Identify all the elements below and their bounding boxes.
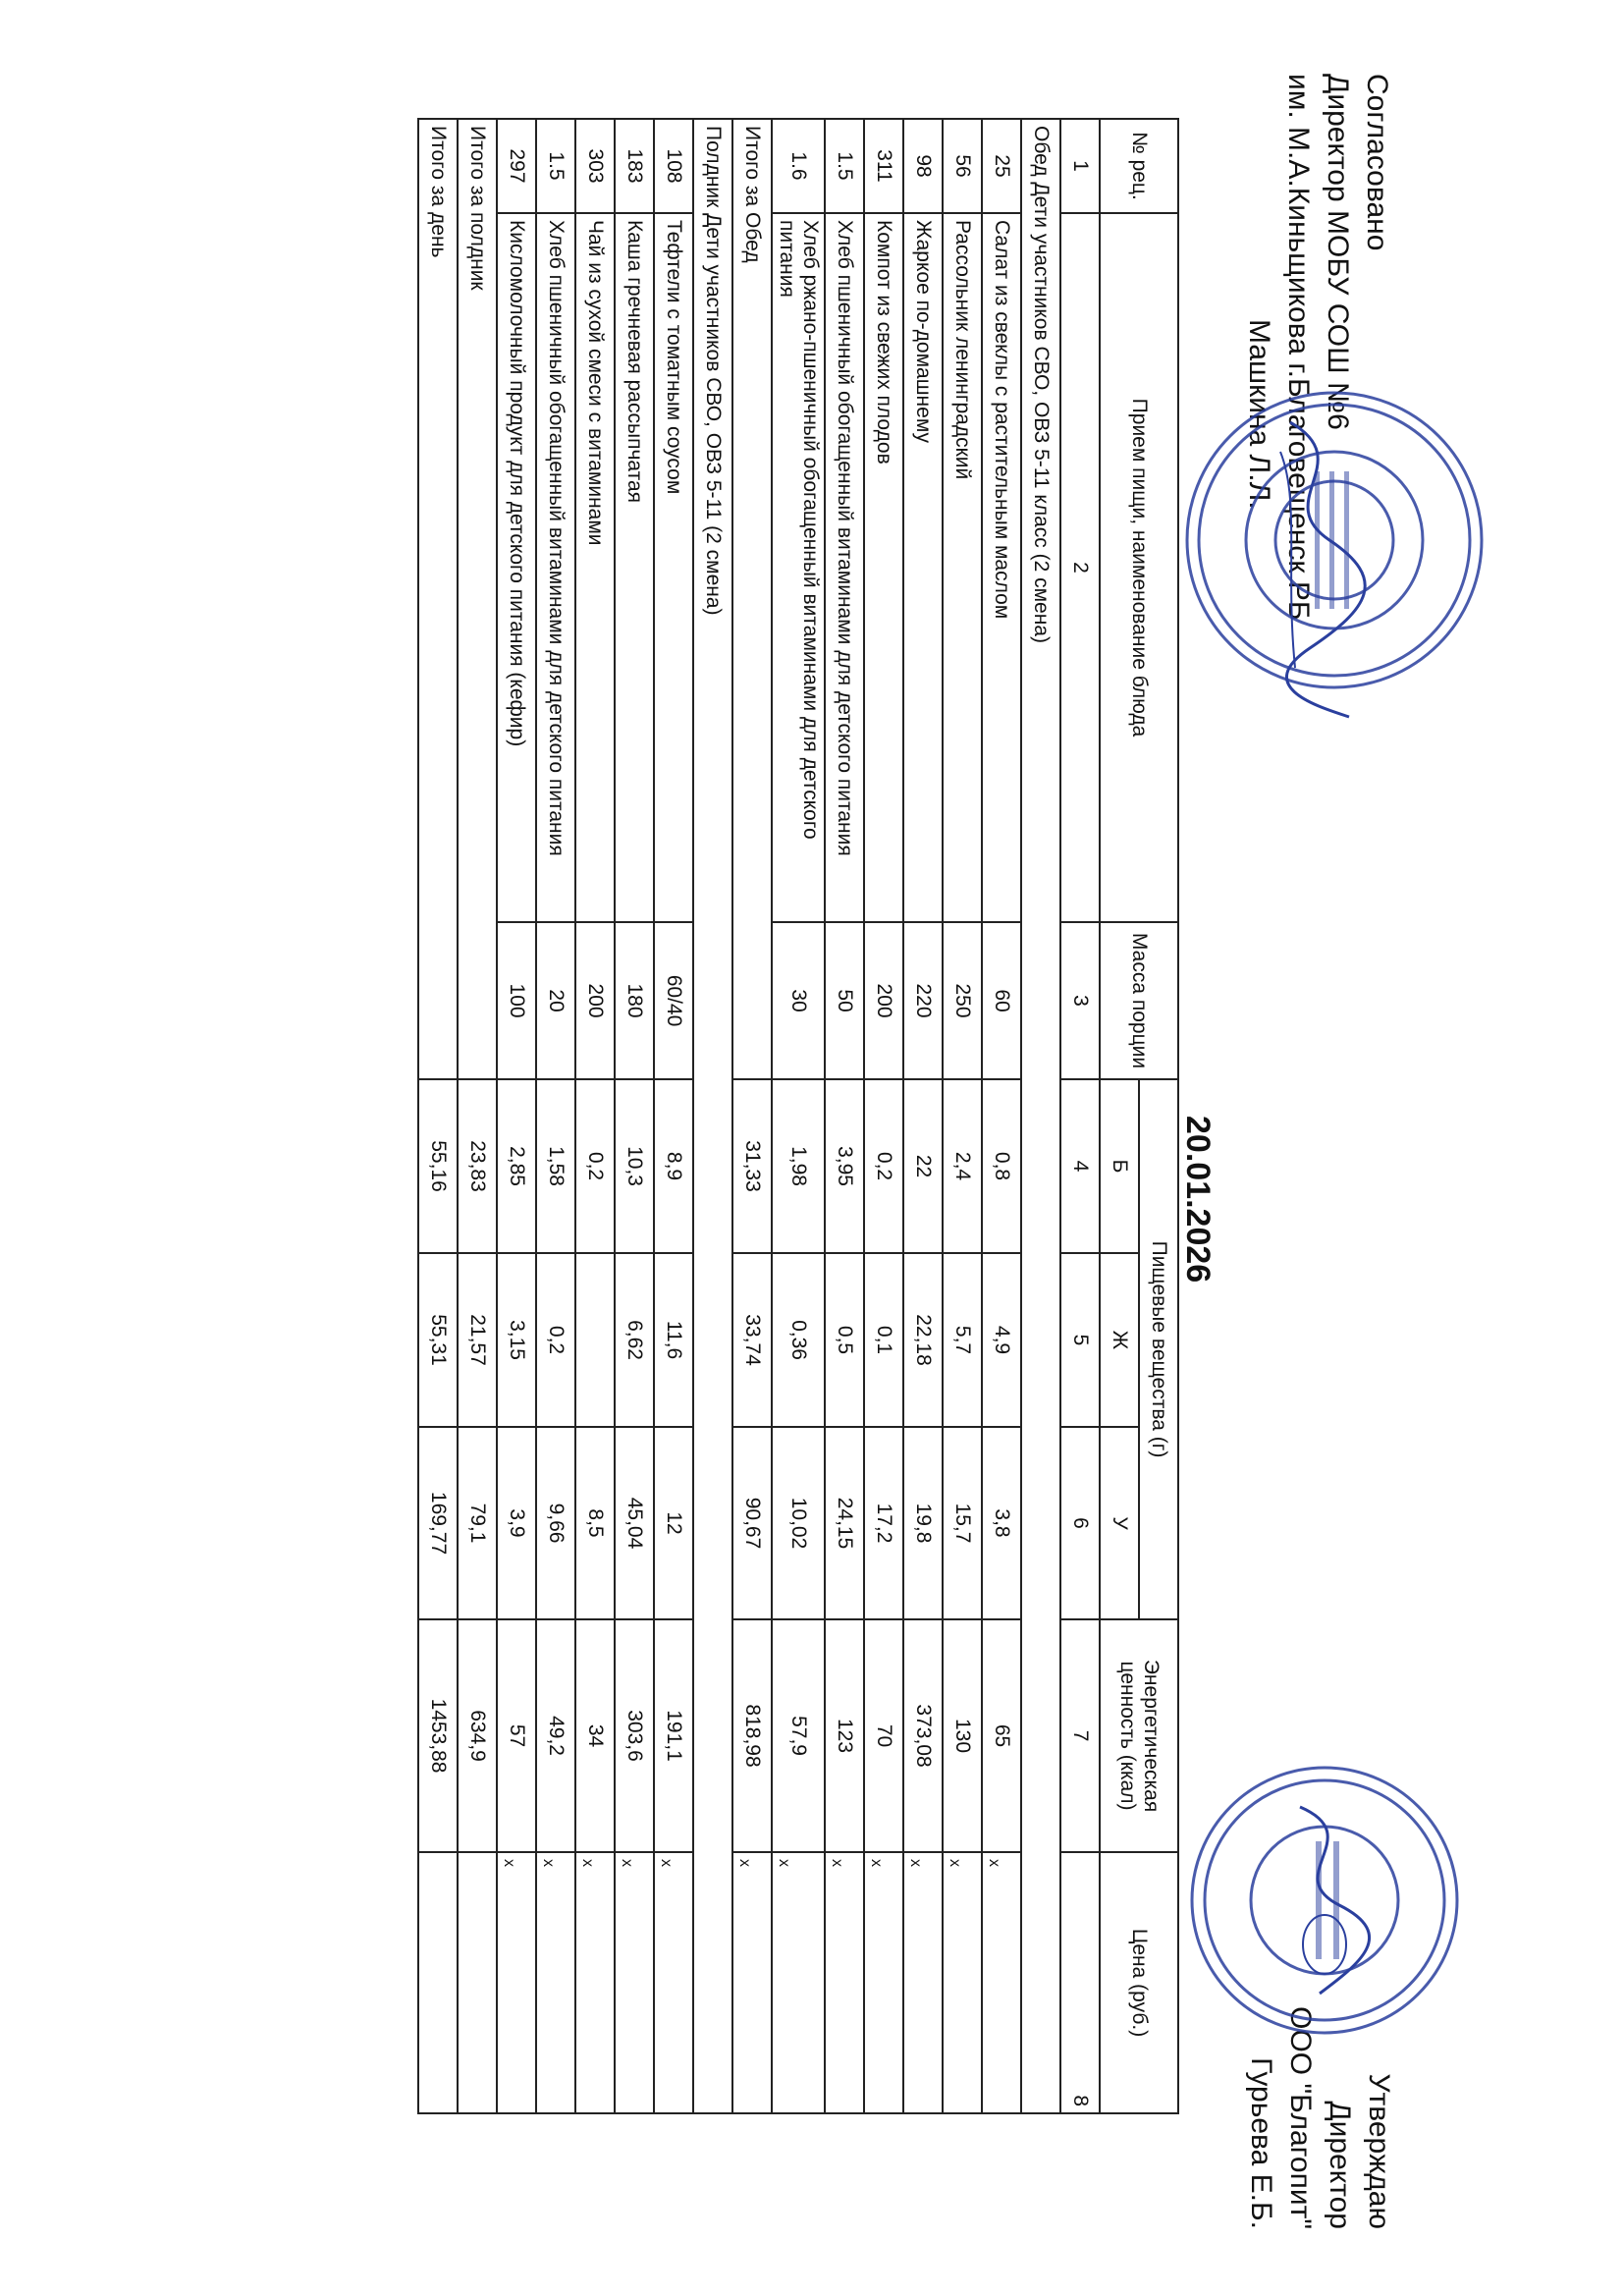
total-zh: 55,31 [418, 1253, 458, 1427]
cell-mass: 50 [825, 922, 864, 1079]
cell-b: 22 [903, 1079, 943, 1253]
cell-dish-name: Рассольник ленинградский [943, 213, 982, 922]
total-price: x [732, 1852, 772, 2113]
cell-u: 19,8 [903, 1427, 943, 1619]
col-header-b: Б [1100, 1079, 1139, 1253]
section-title-snack: Полдник Дети участников СВО, ОВЗ 5-11 (2 смена) [693, 119, 732, 2113]
section-row-snack [693, 119, 732, 2113]
cell-u: 15,7 [943, 1427, 982, 1619]
cell-energy: 34 [575, 1619, 615, 1852]
cell-mass: 200 [864, 922, 903, 1079]
cell-u: 12 [654, 1427, 693, 1619]
cell-dish-name: Салат из свеклы с растительным маслом [982, 213, 1021, 922]
cell-zh: 0,2 [536, 1253, 575, 1427]
cell-mass: 180 [615, 922, 654, 1079]
cell-energy: 303,6 [615, 1619, 654, 1852]
total-energy: 634,9 [458, 1619, 497, 1852]
cell-price: x [575, 1852, 615, 2113]
total-b: 23,83 [458, 1079, 497, 1253]
cell-zh: 0,36 [772, 1253, 825, 1427]
cell-recipe-num: 1.6 [772, 119, 825, 213]
index-cell: 8 [1060, 1852, 1100, 2113]
total-row-day [418, 119, 458, 2113]
cell-recipe-num: 311 [864, 119, 903, 213]
index-cell: 1 [1060, 119, 1100, 213]
cell-dish-name: Хлеб пшеничный обогащенный витаминами для детского питания [536, 213, 575, 922]
cell-recipe-num: 56 [943, 119, 982, 213]
table-row [982, 119, 1021, 2113]
table-row [864, 119, 903, 2113]
table-row [615, 119, 654, 2113]
cell-b: 0,2 [575, 1079, 615, 1253]
cell-mass: 60 [982, 922, 1021, 1079]
total-u: 90,67 [732, 1427, 772, 1619]
cell-price: x [615, 1852, 654, 2113]
cell-b: 0,2 [864, 1079, 903, 1253]
index-cell: 3 [1060, 922, 1100, 1079]
cell-u: 24,15 [825, 1427, 864, 1619]
col-header-price: Цена (руб.) [1100, 1852, 1178, 2113]
cell-mass: 30 [772, 922, 825, 1079]
cell-mass: 220 [903, 922, 943, 1079]
cell-dish-name: Каша гречневая рассыпчатая [615, 213, 654, 922]
cell-recipe-num: 303 [575, 119, 615, 213]
cell-dish-name: Чай из сухой смеси с витаминами [575, 213, 615, 922]
col-header-zh: Ж [1100, 1253, 1139, 1427]
cell-recipe-num: 183 [615, 119, 654, 213]
index-cell: 4 [1060, 1079, 1100, 1253]
signature-left [1261, 412, 1379, 727]
cell-recipe-num: 25 [982, 119, 1021, 213]
cell-price: x [536, 1852, 575, 2113]
total-b: 55,16 [418, 1079, 458, 1253]
total-zh: 21,57 [458, 1253, 497, 1427]
cell-energy: 65 [982, 1619, 1021, 1852]
total-b: 31,33 [732, 1079, 772, 1253]
total-price [458, 1852, 497, 2113]
lunch-rows [772, 119, 1021, 2113]
total-row-lunch [732, 119, 772, 2113]
cell-mass: 60/40 [654, 922, 693, 1079]
cell-recipe-num: 108 [654, 119, 693, 213]
cell-zh: 3,15 [497, 1253, 536, 1427]
cell-b: 3,95 [825, 1079, 864, 1253]
total-row-snack [458, 119, 497, 2113]
cell-price: x [772, 1852, 825, 2113]
cell-b: 8,9 [654, 1079, 693, 1253]
approval-left-position: Директор МОБУ СОШ №6 [1322, 74, 1354, 430]
cell-energy: 70 [864, 1619, 903, 1852]
cell-mass: 100 [497, 922, 536, 1079]
approval-right-org: ООО "Благопит" [1284, 2006, 1317, 2229]
cell-dish-name: Тефтели с томатным соусом [654, 213, 693, 922]
cell-zh: 5,7 [943, 1253, 982, 1427]
table-index-row [1060, 119, 1100, 2113]
total-energy: 1453,88 [418, 1619, 458, 1852]
cell-b: 1,98 [772, 1079, 825, 1253]
cell-price: x [825, 1852, 864, 2113]
approval-right-position: Директор [1324, 2101, 1356, 2229]
col-header-energy: Энергетическая ценность (ккал) [1100, 1619, 1178, 1852]
cell-dish-name: Кисломолочный продукт для детского питания (кефир) [497, 213, 536, 922]
total-u: 169,77 [418, 1427, 458, 1619]
section-row-lunch [1021, 119, 1060, 2113]
index-cell: 2 [1060, 213, 1100, 922]
index-cell: 6 [1060, 1427, 1100, 1619]
cell-recipe-num: 297 [497, 119, 536, 213]
cell-b: 10,3 [615, 1079, 654, 1253]
cell-zh: 0,5 [825, 1253, 864, 1427]
table-row [654, 119, 693, 2113]
cell-u: 3,9 [497, 1427, 536, 1619]
cell-zh: 4,9 [982, 1253, 1021, 1427]
cell-zh: 11,6 [654, 1253, 693, 1427]
index-cell: 7 [1060, 1619, 1100, 1852]
cell-zh: 6,62 [615, 1253, 654, 1427]
approval-left-org: им. М.А.Киньщикова г.Благовещенск РБ [1282, 74, 1315, 621]
cell-energy: 57,9 [772, 1619, 825, 1852]
menu-date: 20.01.2026 [1179, 1116, 1217, 1284]
cell-price: x [497, 1852, 536, 2113]
approval-left-signer: Машкина Л.Л. [1243, 319, 1275, 510]
col-header-name: Прием пищи, наименование блюда [1100, 213, 1178, 922]
cell-mass: 200 [575, 922, 615, 1079]
col-header-num: № рец. [1100, 119, 1178, 213]
cell-energy: 373,08 [903, 1619, 943, 1852]
cell-zh: 0,1 [864, 1253, 903, 1427]
approval-left-title: Согласовано [1361, 74, 1393, 251]
total-energy: 818,98 [732, 1619, 772, 1852]
cell-dish-name: Хлеб ржано-пшеничный обогащенный витаминами для детского питания [772, 213, 825, 922]
cell-u: 17,2 [864, 1427, 903, 1619]
table-row [497, 119, 536, 2113]
cell-recipe-num: 1.5 [536, 119, 575, 213]
total-u: 79,1 [458, 1427, 497, 1619]
cell-mass: 250 [943, 922, 982, 1079]
cell-price: x [943, 1852, 982, 2113]
cell-price: x [903, 1852, 943, 2113]
cell-recipe-num: 98 [903, 119, 943, 213]
col-header-mass: Масса порции [1100, 922, 1178, 1079]
cell-u: 8,5 [575, 1427, 615, 1619]
cell-b: 2,85 [497, 1079, 536, 1253]
total-label: Итого за полдник [458, 119, 497, 1079]
table-row [825, 119, 864, 2113]
cell-energy: 191,1 [654, 1619, 693, 1852]
cell-mass: 20 [536, 922, 575, 1079]
cell-zh [575, 1253, 615, 1427]
total-label: Итого за день [418, 119, 458, 1079]
cell-energy: 49,2 [536, 1619, 575, 1852]
approval-right-title: Утверждаю [1363, 2073, 1395, 2229]
section-title-lunch: Обед Дети участников СВО, ОВЗ 5-11 класс (2 смена) [1021, 119, 1060, 2113]
col-header-u: У [1100, 1427, 1139, 1619]
index-cell: 5 [1060, 1253, 1100, 1427]
cell-u: 10,02 [772, 1427, 825, 1619]
cell-b: 2,4 [943, 1079, 982, 1253]
menu-table [417, 118, 1179, 2114]
col-header-nutrients: Пищевые вещества (г) [1139, 1079, 1178, 1619]
cell-b: 1,58 [536, 1079, 575, 1253]
cell-u: 9,66 [536, 1427, 575, 1619]
cell-price: x [864, 1852, 903, 2113]
cell-dish-name: Компот из свежих плодов [864, 213, 903, 922]
cell-recipe-num: 1.5 [825, 119, 864, 213]
table-row [536, 119, 575, 2113]
table-row [772, 119, 825, 2113]
table-row [903, 119, 943, 2113]
cell-energy: 123 [825, 1619, 864, 1852]
signature-right [1271, 1797, 1379, 2013]
snack-rows [497, 119, 693, 2113]
total-label: Итого за Обед [732, 119, 772, 1079]
cell-u: 3,8 [982, 1427, 1021, 1619]
cell-b: 0,8 [982, 1079, 1021, 1253]
cell-energy: 57 [497, 1619, 536, 1852]
total-zh: 33,74 [732, 1253, 772, 1427]
table-header-row [1139, 119, 1178, 2113]
cell-energy: 130 [943, 1619, 982, 1852]
total-price [418, 1852, 458, 2113]
cell-zh: 22,18 [903, 1253, 943, 1427]
cell-price: x [982, 1852, 1021, 2113]
cell-price: x [654, 1852, 693, 2113]
approval-right-signer: Гурьева Е.Б. [1245, 2057, 1277, 2229]
table-row [943, 119, 982, 2113]
cell-u: 45,04 [615, 1427, 654, 1619]
cell-dish-name: Хлеб пшеничный обогащенный витаминами для детского питания [825, 213, 864, 922]
table-row [575, 119, 615, 2113]
cell-dish-name: Жаркое по-домашнему [903, 213, 943, 922]
